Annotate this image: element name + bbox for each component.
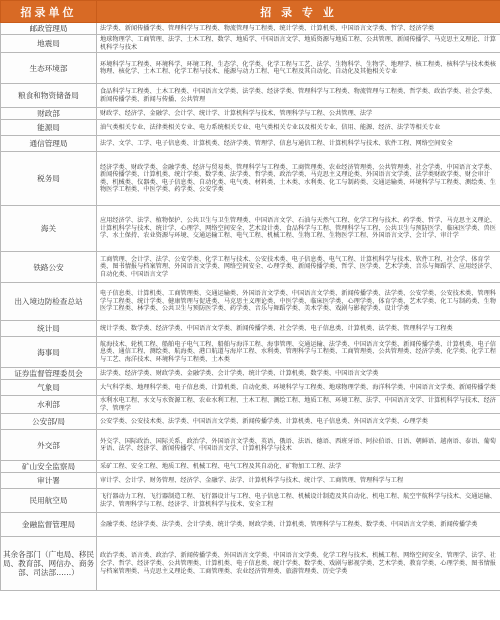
table-row — [1, 152, 500, 206]
table-row — [1, 53, 500, 84]
major-cell: 水利水电工程、水文与水资源工程、农业水利工程、土木工程、测绘工程、地质工程、环境工程、法学、中国语言文学、计算机科学与技术、经济学、管理学 — [97, 396, 500, 414]
major-cell: 航海技术、轮机工程、船舶电子电气工程、船舶与海洋工程、海事管理、交通运输、法学类、中国语言文学类、新闻传播学类、计算机类、电子信息类、通信工程、测绘类、航海类、港口航道与海岸工程、水利类、管理科学与工程类、工商管理类、公共管理类、经济学类、化学类、化学工程与工艺、海洋技术、环境科学与工程类、土木类 — [97, 337, 500, 368]
major-cell: 食品科学与工程类、土木工程类、中国语言文学类、法学类、经济学类、管理科学与工程类、物流管理与工程类、哲学类、政治学类、社会学类、新闻传播学类、新闻与传播、公共管理 — [97, 84, 500, 108]
major-cell: 财政学、经济学、金融学、会计学、统计学、计算机科学与技术、管理科学与工程、公共管理、法学 — [97, 108, 500, 120]
major-cell: 油气类相关专业、法律类相关专业、电力系统相关专业、电气类相关专业以及相关专业、信用、能源、经济、法学等相关专业 — [97, 120, 500, 136]
table-row — [1, 368, 500, 380]
unit-cell: 其余各部门（广电局、移民局、教育部、网信办、商务部、司法部……） — [1, 537, 97, 591]
major-cell: 审计学、会计学、财务管理、经济学、金融学、法学、计算机科学与技术、统计学、工商管理、管理科学与工程 — [97, 473, 500, 489]
major-cell: 电子信息类、计算机类、工商管理类、交通运输类、外国语言文学类、中国语言文学类、新闻传播学类、法学类、公安学类、公安技术类、管理科学与工程类、统计学类、健康管理与促进类、马克思主义理论类、中医学类、临床医学类、心理学类、体育学类、艺术学类、化工与制药类、生物医学工程类、林学类、公共卫生与预防医学类、药学类、音乐与舞蹈学类、美术学类、戏剧与影视学类、设计学类 — [97, 283, 500, 321]
unit-cell: 水利部 — [1, 396, 97, 414]
major-cell: 采矿工程、安全工程、地质工程、机械工程、电气工程及其自动化、矿物加工工程、法学 — [97, 461, 500, 473]
table-row — [1, 252, 500, 283]
unit-cell: 通信管理局 — [1, 136, 97, 152]
unit-cell: 外交部 — [1, 430, 97, 461]
unit-cell: 海关 — [1, 206, 97, 252]
header-major: 招 录 专 业 — [97, 1, 500, 23]
major-cell: 经济学类、财政学类、金融学类、经济与贸易类、管理科学与工程类、工商管理类、农业经济管理类、公共管理类、社会学类、中国语言文学类、新闻传播学类、计算机类、统计学类、数学类、法学类、哲学类、政治学类、马克思主义理论类、外国语言文学类、法学类财政学类、财会审计类、机械类、仪器类、电子信息类、自动化类、电气类、材料类、土木类、水利类、化工与制药类、交通运输类、环境科学与工程类、测绘类、生物医学工程类、中医学类、药学类、公安学类 — [97, 152, 500, 206]
table-row — [1, 108, 500, 120]
unit-cell: 矿山安全监察局 — [1, 461, 97, 473]
unit-cell: 公安部/局 — [1, 414, 97, 430]
unit-cell: 地震局 — [1, 35, 97, 53]
table-row — [1, 489, 500, 513]
unit-cell: 能源局 — [1, 120, 97, 136]
major-cell: 大气科学类、地理科学类、电子信息类、计算机类、自动化类、环境科学与工程类、地球物理学类、海洋科学类、中国语言文学类、新闻传播学类 — [97, 380, 500, 396]
unit-cell: 铁路公安 — [1, 252, 97, 283]
table-row — [1, 206, 500, 252]
unit-cell: 出入境边防检查总站 — [1, 283, 97, 321]
table-row — [1, 380, 500, 396]
unit-cell: 税务局 — [1, 152, 97, 206]
unit-cell: 统计局 — [1, 321, 97, 337]
table-row — [1, 120, 500, 136]
unit-cell: 财政部 — [1, 108, 97, 120]
table-row — [1, 321, 500, 337]
unit-cell: 证券监督管理委员会 — [1, 368, 97, 380]
major-cell: 外交学、国际政治、国际关系、政治学、外国语言文学类、英语、俄语、法语、德语、西班牙语、阿拉伯语、日语、朝鲜语、越南语、泰语、葡萄牙语、法学、经济学、新闻传播学、中国语言文学、计算机科学与技术 — [97, 430, 500, 461]
major-cell: 统计学类、数学类、经济学类、中国语言文学类、新闻传播学类、社会学类、电子信息类、计算机类、法学类、管理科学与工程类 — [97, 321, 500, 337]
unit-cell: 审计署 — [1, 473, 97, 489]
table-row — [1, 473, 500, 489]
unit-cell: 海事局 — [1, 337, 97, 368]
table-row — [1, 414, 500, 430]
major-cell: 飞行器动力工程、飞行器制造工程、飞行器设计与工程、电子信息工程、机械设计制造及其自动化、机电工程、航空宇航科学与技术、交通运输、法学、管理科学与工程、经济学、计算机科学与技术、安全工程 — [97, 489, 500, 513]
unit-cell: 邮政管理局 — [1, 23, 97, 35]
table-row — [1, 513, 500, 537]
unit-cell: 气象局 — [1, 380, 97, 396]
table-row — [1, 337, 500, 368]
table-row — [1, 430, 500, 461]
unit-cell: 生态环境部 — [1, 53, 97, 84]
major-cell: 法学、文学、工学、电子信息类、计算机类、经济学类、管理学、信息与通信工程、计算机科学与技术、软件工程、网络空间安全 — [97, 136, 500, 152]
major-cell: 法学类、新闻传播学类、管理科学与工程类、物流管理与工程类、统计学类、计算机类、中国语言文学类、哲学、经济学类 — [97, 23, 500, 35]
table-header-row — [1, 1, 500, 23]
major-cell: 金融学类、经济学类、法学类、会计学类、统计学类、财政学类、计算机类、管理科学与工程类、数学类、中国语言文学类、新闻传播学类 — [97, 513, 500, 537]
table-row — [1, 23, 500, 35]
major-cell: 法学类、经济学类、财政学类、金融学类、会计学类、统计学类、计算机类、数学类、中国语言文学类 — [97, 368, 500, 380]
major-cell: 政治学类、语言类、政治学、新闻传播学类、外国语言文学类、中国语言文学类、化学工程与技术、机械工程、网络空间安全、管理学、法学、社会学、哲学、经济学类、公共管理类、计算机类、电子信息类、统计学类、数学类、戏剧与影视学类、艺术学类、教育学类、心理学类、图书情报与档案管理类、马克思主义理论类、工商管理类、农业经济管理类、旅游管理类、历史学类 — [97, 537, 500, 591]
unit-cell: 民用航空局 — [1, 489, 97, 513]
unit-cell: 金融监督管理局 — [1, 513, 97, 537]
table-row — [1, 35, 500, 53]
major-cell: 工商管理、会计学、法学、公安学类、化学工程与技术、公安技术类、电子信息类、电气工程、计算机科学与技术、软件工程、社会学、体育学类、图书情报与档案管理、外国语言文学类、网络空间安全、心理学类、新闻传播学类、哲学、医学类、艺术学类、音乐与舞蹈学、应用经济学、自动化类、中国语言文学 — [97, 252, 500, 283]
table-row — [1, 136, 500, 152]
major-cell: 环境科学与工程类、环境科学、环境工程、生态学、化学类、化学工程与工艺、法学、生物科学、生物学、地理学、核工程类、核科学与技术类核物理、核化学、土木工程、化学工程与技术、能源与动力工程、电气工程及其自动化、自动化及其他相关专业 — [97, 53, 500, 84]
table-row — [1, 461, 500, 473]
major-cell: 地球物理学、工商管理、法学、土木工程、数学、地质学、中国语言文学、地质资源与地质工程、公共管理、新闻传播学、马克思主义理论、计算机科学与技术 — [97, 35, 500, 53]
header-unit: 招录单位 — [1, 1, 97, 23]
major-cell: 应用经济学、法学、植物保护、公共卫生与卫生管理类、中国语言文学、石油与天然气工程、化学工程与技术、药学类、哲学、马克思主义理论、计算机科学与技术、统计学、心理学、网络空间安全、艺术设计类、食品科学与工程、管理科学与工程、公共卫生与预防医学、临床医学类、兽医学、水土保持、农业资源与环境、交通运输工程、电气工程、机械工程、生物工程、生物医学工程、外国语言文学、会计学、审计学 — [97, 206, 500, 252]
major-cell: 公安学类、公安技术类、法学类、中国语言文学类、新闻传播学类、计算机类、电子信息类、外国语言文学类、心理学类 — [97, 414, 500, 430]
table-row — [1, 283, 500, 321]
table-row — [1, 396, 500, 414]
unit-cell: 粮食和物资储备局 — [1, 84, 97, 108]
table-row — [1, 537, 500, 591]
table-row — [1, 84, 500, 108]
